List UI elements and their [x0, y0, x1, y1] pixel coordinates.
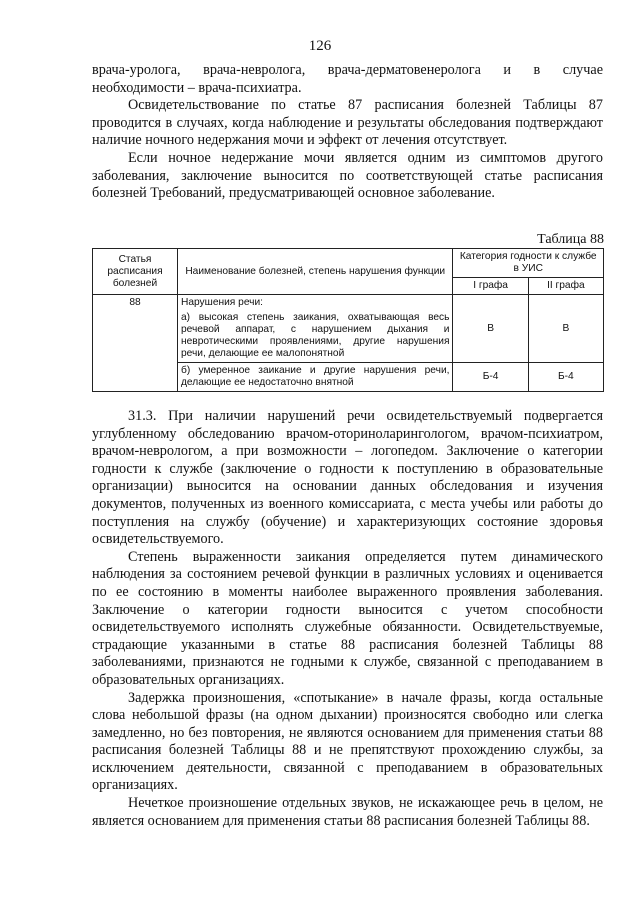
section-title: Нарушения речи: — [180, 297, 263, 308]
page-number: 126 — [308, 38, 332, 54]
row-a-category-1: В — [453, 295, 528, 363]
bottom-text-block — [92, 408, 603, 830]
disease-table-88 — [92, 248, 604, 392]
paragraph: Задержка произношения, «спотыкание» в начале фразы, когда остальные слова небольшой фразы (на одном дыхании) произносятся свободно или слегка замедленно, но без повторения, не являются основанием для применения статьи 88 расписания болезней Таблицы 88 и не препятствуют прохождению службы, за исключением деятельности, связанной с преподаванием в образовательных организациях. — [92, 689, 603, 794]
row-b-category-1: Б-4 — [453, 363, 528, 392]
paragraph: 31.3. При наличии нарушений речи освидетельствуемый подвергается углубленному обследованию врачом-оториноларингологом, врачом-психиатром, врачом-неврологом, а при возможности – логопедом. Заключение о категории годности к службе (заключение о годности к поступлению в образовательные организации) выносится на основании данных обследования и изучения документов, полученных из военного комиссариата, с места учебы или работы до поступления на службу (обучение) и характеризующих состояние здоровья освидетельствуемого. — [92, 408, 603, 548]
row-b-category-2: Б-4 — [528, 363, 603, 392]
table-header-row — [93, 249, 604, 278]
paragraph: Нечеткое произношение отдельных звуков, не искажающее речь в целом, не является основанием для применения статьи 88 расписания болезней Таблицы 88. — [92, 795, 603, 829]
paragraph: Если ночное недержание мочи является одним из симптомов другого заболевания, заключение выносится по соответствующей статье расписания болезней Требований, предусматривающей основное заболевание. — [92, 149, 603, 202]
header-category: Категория годности к службе в УИС — [453, 249, 604, 278]
header-name: Наименование болезней, степень нарушения функции — [177, 249, 452, 295]
top-text-block — [92, 62, 603, 203]
row-a-category-2: В — [528, 295, 603, 363]
article-number: 88 — [93, 295, 178, 392]
row-a-description — [177, 295, 452, 363]
row-b-description: б) умеренное заикание и другие нарушения речи, делающие ее недостаточно внятной — [177, 363, 452, 392]
table-row — [93, 295, 604, 363]
header-col-1: I графа — [453, 278, 528, 295]
paragraph: Освидетельствование по статье 87 расписания болезней Таблицы 87 проводится в случаях, когда наблюдение и результаты обследования подтверждают наличие ночного недержания мочи и эффект от лечения отсутствует. — [92, 97, 603, 149]
paragraph: Степень выраженности заикания определяется путем динамического наблюдения за состоянием речевой функции в различных условиях и оценивается по ее состоянию в моменты наиболее выраженного проявления заболевания. Заключение о категории годности выносится с учетом способности освидетельствуемого исполнять служебные обязанности. Освидетельствуемые, страдающие указанными в статье 88 расписания болезней Таблицы 88 заболеваниями, признаются не годными к службе, связанной с преподаванием в образовательных организациях. — [92, 548, 603, 688]
header-col-2: II графа — [528, 278, 603, 295]
row-a-text: а) высокая степень заикания, охватывающая весь речевой аппарат, с нарушением дыхания и невротическими проявлениями, другие нарушения речи, делающие ее малопонятной — [180, 312, 450, 359]
table-caption: Таблица 88 — [537, 232, 604, 247]
paragraph: врача-уролога, врача-невролога, врача-дерматовенеролога и в случае необходимости – врача-психиатра. — [92, 62, 603, 96]
header-article: Статья расписания болезней — [93, 249, 178, 295]
